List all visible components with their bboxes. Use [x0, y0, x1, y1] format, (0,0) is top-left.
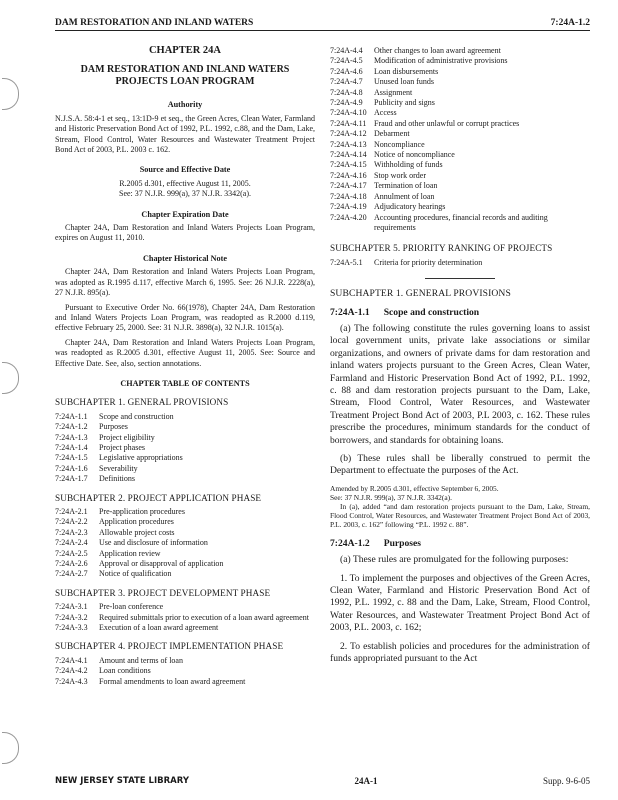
- toc-list-sub1: [55, 412, 315, 485]
- rule-number: 7:24A-1.2: [330, 537, 370, 549]
- punch-hole-mark: [2, 732, 19, 764]
- page-footer: [55, 776, 590, 786]
- toc-entry[interactable]: 7:24A-4.12 Debarment: [330, 129, 410, 139]
- toc-entry[interactable]: 7:24A-3.3 Execution of a loan award agreement: [55, 623, 219, 633]
- toc-entry[interactable]: 7:24A-3.1 Pre-loan conference: [55, 602, 164, 612]
- header-section: 7:24A-1.2: [550, 18, 590, 28]
- left-column: [55, 46, 315, 687]
- authority-heading: Authority: [167, 100, 203, 110]
- toc-entry[interactable]: 7:24A-4.4 Other changes to loan award agreement: [330, 46, 501, 55]
- rule-number: 7:24A-1.1: [330, 306, 370, 318]
- punch-hole-mark: [2, 362, 19, 394]
- chapter-title: DAM RESTORATION AND INLAND WATERS PROJECTS LOAN PROGRAM: [80, 64, 290, 88]
- toc-entry[interactable]: 7:24A-4.19 Adjudicatory hearings: [330, 202, 446, 212]
- toc-entry[interactable]: 7:24A-2.5 Application review: [55, 548, 161, 558]
- toc-entry[interactable]: 7:24A-1.4 Project phases: [55, 442, 145, 452]
- rule-paragraph: 2. To establish policies and procedures for the administration of funds appropriated pursuant to the Act: [330, 640, 590, 665]
- rule-paragraph: (a) The following constitute the rules governing loans to assist local government units, private lake associations or similar organizations, and owners of private dams for dam restoration and inland waters projects pursuant to the Green Acres, Clean Water, Farmland and Historic Preservation Bond Act of 1992, P.L. 1992, c. 88 and dam restoration projects pursuant to the Dam, Lake, Stream, Flood Control, Water Resources, and Wastewater Treatment Project Bond Act of 2003, P.L 2003, c. 162. These rules prescribe the procedures, minimum standards for the conduct of borrowers, and standards for obtaining loans.: [330, 322, 590, 446]
- amendment-note: In (a), added “and dam restoration projects pursuant to the Dam, Lake, Stream, Flood Control, Water Resources, and Wastewater Treatment Project Bond Act of 2003, P.L. 2003, c. 162” following “P.L. 1992 c. 88”.: [330, 501, 590, 529]
- library-stamp: NEW JERSEY STATE LIBRARY: [55, 776, 189, 786]
- running-header: [55, 18, 590, 31]
- toc-entry[interactable]: 7:24A-4.10 Access: [330, 108, 397, 118]
- toc-entry[interactable]: 7:24A-4.11 Fraud and other unlawful or corrupt practices: [330, 118, 520, 128]
- toc-entry[interactable]: 7:24A-4.1 Amount and terms of loan: [55, 655, 183, 665]
- toc-entry[interactable]: 7:24A-2.3 Allowable project costs: [55, 527, 175, 537]
- toc-entry[interactable]: 7:24A-1.1 Scope and construction: [55, 411, 174, 421]
- expiration-text: Chapter 24A, Dam Restoration and Inland Waters Projects Loan Program, expires on August 11, 2010.: [55, 223, 315, 243]
- rule-paragraph: (b) These rules shall be liberally construed to permit the Department to effectuate the purposes of the Act.: [330, 453, 590, 477]
- toc-subchapter-5: SUBCHAPTER 5. PRIORITY RANKING OF PROJECTS: [330, 243, 553, 254]
- toc-entry[interactable]: 7:24A-4.7 Unused loan funds: [330, 77, 434, 87]
- toc-entry[interactable]: 7:24A-1.6 Severability: [55, 463, 138, 473]
- toc-subchapter-4: SUBCHAPTER 4. PROJECT IMPLEMENTATION PHASE: [55, 641, 284, 652]
- toc-subchapter-1: SUBCHAPTER 1. GENERAL PROVISIONS: [55, 397, 229, 408]
- toc-entry[interactable]: 7:24A-1.3 Project eligibility: [55, 432, 155, 442]
- amendment-note: See: 37 N.J.R. 999(a), 37 N.J.R. 3342(a).: [330, 492, 452, 502]
- rule-heading-1-2: [330, 539, 590, 549]
- toc-entry[interactable]: 7:24A-1.7 Definitions: [55, 474, 135, 484]
- toc-entry[interactable]: 7:24A-2.2 Application procedures: [55, 517, 174, 527]
- history-heading: Chapter Historical Note: [143, 253, 227, 263]
- toc-subchapter-2: SUBCHAPTER 2. PROJECT APPLICATION PHASE: [55, 492, 262, 503]
- toc-entry[interactable]: 7:24A-4.6 Loan disbursements: [330, 66, 439, 76]
- right-column: [330, 46, 590, 669]
- source-heading: Source and Effective Date: [139, 165, 231, 175]
- toc-entry[interactable]: 7:24A-4.15 Withholding of funds: [330, 160, 443, 170]
- toc-entry[interactable]: 7:24A-2.4 Use and disclosure of information: [55, 538, 208, 548]
- authority-text: N.J.S.A. 58:4-1 et seq., 13:1D-9 et seq., the Green Acres, Clean Water, Farmland and Historic Preservation Bond Act of 1992, P.L. 1992, c.88, and the Dam, Lake, Stream, Flood Control, Water Resources and Wastewater Treatment Project Bond Act of 2003, P.L. 2003 c. 162.: [55, 113, 315, 155]
- toc-entry[interactable]: 7:24A-2.6 Approval or disapproval of application: [55, 559, 224, 569]
- toc-entry[interactable]: 7:24A-5.1 Criteria for priority determination: [330, 257, 483, 267]
- history-paragraph: Chapter 24A, Dam Restoration and Inland Waters Projects Loan Program, was adopted as R.1995 d.117, effective March 6, 1995. See: 26 N.J.R. 2228(a), 27 N.J.R. 895(a).: [55, 267, 315, 298]
- divider: [425, 278, 495, 279]
- toc-entry[interactable]: 7:24A-4.13 Noncompliance: [330, 139, 425, 149]
- source-line: R.2005 d.301, effective August 11, 2005.: [119, 178, 251, 188]
- toc-entry[interactable]: 7:24A-1.2 Purposes: [55, 422, 128, 432]
- expiration-heading: Chapter Expiration Date: [141, 209, 229, 219]
- toc-entry[interactable]: 7:24A-4.5 Modification of administrative provisions: [330, 56, 508, 66]
- history-paragraph: Pursuant to Executive Order No. 66(1978), Chapter 24A, Dam Restoration and Inland Waters Projects Loan Program, was readopted as R.2000 d.119, effective February 25, 2000. See: 31 N.J.R. 3898(a), 32 N.J.R. 1015(a).: [55, 302, 315, 333]
- toc-entry[interactable]: 7:24A-4.20 Accounting procedures, financial records and auditing requirements: [330, 212, 548, 232]
- amendment-note: Amended by R.2005 d.301, effective September 6, 2005.: [330, 483, 499, 493]
- toc-entry[interactable]: 7:24A-2.7 Notice of qualification: [55, 569, 172, 579]
- rule-title: Purposes: [383, 537, 422, 549]
- toc-entry[interactable]: 7:24A-3.2 Required submittals prior to execution of a loan award agreement: [55, 612, 309, 622]
- body-subchapter-heading: SUBCHAPTER 1. GENERAL PROVISIONS: [330, 288, 511, 300]
- toc-entry[interactable]: 7:24A-4.17 Termination of loan: [330, 181, 438, 191]
- rule-heading-1-1: [330, 308, 590, 318]
- supplement-date: Supp. 9-6-05: [542, 776, 590, 786]
- toc-list-sub2: [55, 507, 315, 580]
- toc-entry[interactable]: 7:24A-4.2 Loan conditions: [55, 666, 151, 676]
- toc-entry[interactable]: 7:24A-4.16 Stop work order: [330, 170, 426, 180]
- source-line: See: 37 N.J.R. 999(a), 37 N.J.R. 3342(a).: [119, 189, 251, 199]
- chapter-number: CHAPTER 24A: [148, 45, 222, 56]
- rule-title: Scope and construction: [383, 306, 480, 318]
- header-title: DAM RESTORATION AND INLAND WATERS: [55, 18, 254, 28]
- toc-list-sub4: [55, 656, 315, 687]
- toc-entry[interactable]: 7:24A-1.5 Legislative appropriations: [55, 453, 183, 463]
- toc-entry[interactable]: 7:24A-2.1 Pre-application procedures: [55, 507, 185, 516]
- toc-list-sub4-continued: [330, 46, 590, 233]
- rule-paragraph: 1. To implement the purposes and objectives of the Green Acres, Clean Water, Farmland and Historic Preservation Bond Act of 1992, P.L. 1992, c. 88 and the Dam, Lake, Stream, Flood Control, Water Resources, and Wastewater Treatment Project Bond Act of 2003, P.L. 2003, c. 162;: [330, 572, 590, 634]
- toc-list-sub3: [55, 602, 315, 633]
- page-number: 24A-1: [354, 776, 378, 786]
- toc-entry[interactable]: 7:24A-4.9 Publicity and signs: [330, 98, 435, 108]
- punch-hole-mark: [2, 78, 19, 110]
- toc-heading: CHAPTER TABLE OF CONTENTS: [120, 378, 250, 388]
- toc-entry[interactable]: 7:24A-4.18 Annulment of loan: [330, 191, 435, 201]
- toc-entry[interactable]: 7:24A-4.3 Formal amendments to loan award agreement: [55, 676, 246, 686]
- toc-entry[interactable]: 7:24A-4.8 Assignment: [330, 87, 413, 97]
- toc-entry[interactable]: 7:24A-4.14 Notice of noncompliance: [330, 150, 455, 160]
- toc-subchapter-3: SUBCHAPTER 3. PROJECT DEVELOPMENT PHASE: [55, 587, 271, 598]
- rule-paragraph: (a) These rules are promulgated for the following purposes:: [340, 554, 569, 566]
- history-paragraph: Chapter 24A, Dam Restoration and Inland Waters Projects Loan Program, was readopted as R.2005 d.301, effective August 11, 2005. See: Source and Effective Date. See, also, section annotations.: [55, 337, 315, 368]
